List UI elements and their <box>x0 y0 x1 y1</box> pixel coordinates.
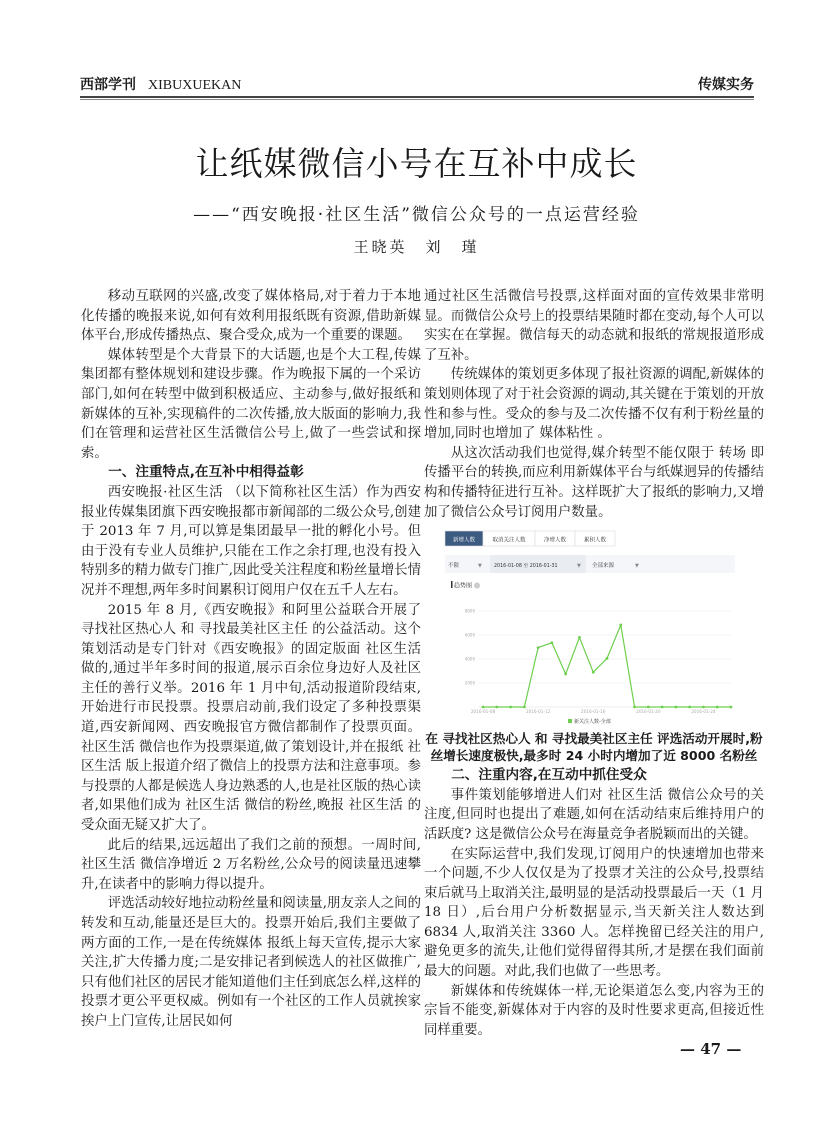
paragraph: 2015 年 8 月,《西安晚报》和阿里公益联合开展了 寻找社区热心人 和 寻找最美社区主任 的公益活动。这个策划活动是专门针对《西安晚报》的固定版面 社区生活 做的,通过半年多时间的报道,展示百余位身边好人及社区主任的善行义举。2016 年 1 月中旬,活动报道阶段结束,开始进行市民投票。投票启动前,我们设定了多种投票渠道,西安新闻网、西安晚报官方微信都制作了投票页面。 社区生活 微信也作为投票渠道,做了策划设计,并在报纸 社区生活 版上报道介绍了微信上的投票方法和注意事项。参与投票的人都是候选人身边熟悉的人,也是社区版的热心读者,如果他们成为 社区生活 微信的粉丝,晚报 社区生活 的受众面无疑又扩大了。 <box>81 602 421 834</box>
legend-swatch <box>568 719 572 723</box>
data-point <box>633 706 636 709</box>
y-tick-label: 6000 <box>464 632 475 638</box>
data-point <box>550 642 553 645</box>
paragraph: 西安晚报·社区生活 （以下简称社区生活）作为西安报业传媒集团旗下西安晚报都市新闻部的二级公众号,创建于 2013 年 7 月,可以算是集团最早一批的孵化小号。但由于没有专业人员维护,只能在工作之余打理,也没有投入特别多的精力做专门推广,因此受关注程度和粉丝量增长情况并不理想,两年多时间累积订阅用户仅在五千人左右。 <box>81 484 421 598</box>
data-point <box>606 657 609 660</box>
data-point <box>537 646 540 649</box>
chevron-down-icon[interactable]: ▼ <box>478 563 482 570</box>
right-column <box>424 287 764 1040</box>
series-line <box>483 625 731 707</box>
paragraph: 事件策划能够增进人们对 社区生活 微信公众号的关注度,但同时也提出了难题,如何在活动结束后维持用户的活跃度? 这是微信公众号在海量竞争者脱颖而出的关键。 <box>424 787 764 842</box>
x-tick-label: 2016-01-12 <box>525 709 551 715</box>
figure-follower-chart <box>424 528 764 726</box>
data-point <box>702 706 705 709</box>
journal-name <box>80 74 241 94</box>
line-chart <box>440 528 758 726</box>
y-tick-label: 2000 <box>464 680 475 686</box>
section-name: 传媒实务 <box>698 77 754 93</box>
chevron-down-icon[interactable]: ▼ <box>577 563 581 570</box>
title-marker <box>451 581 453 588</box>
header-rule <box>80 96 754 98</box>
data-point <box>674 706 677 709</box>
data-point <box>495 706 498 709</box>
x-tick-label: 2016-01-08 <box>470 709 496 715</box>
data-point <box>661 706 664 709</box>
y-tick-label: 8000 <box>464 608 475 614</box>
x-tick-label: 2016-01-24 <box>691 709 716 715</box>
chart-tab-label[interactable]: 取消关注人数 <box>492 537 526 544</box>
date-range-value[interactable]: 2016-01-08 至 2016-01-31 <box>494 564 558 570</box>
source-select[interactable]: 全部来源 <box>592 563 615 570</box>
x-tick-label: 2016-01-16 <box>581 709 606 715</box>
journal-name-cn: 西部学刊 <box>80 77 136 93</box>
data-point <box>730 706 733 709</box>
figure-caption: 在 寻找社区热心人 和 寻找最美社区主任 评选活动开展时,粉丝增长速度极快,最多时 24 小时内增加了近 8000 名粉丝 <box>425 731 763 764</box>
page-number: — 47 — <box>680 1040 742 1058</box>
period-select[interactable]: 不限 <box>448 563 460 570</box>
data-point <box>647 706 650 709</box>
chart-title: 趋势图 <box>454 582 473 590</box>
section-heading-1: 一、注重特点,在互补中相得益彰 <box>108 464 304 481</box>
filter-bar <box>445 555 735 573</box>
article-subtitle: ——“西安晚报·社区生活”微信公众号的一点运营经验 <box>193 205 640 225</box>
paragraph: 从这次活动我们也觉得,媒介转型不能仅限于 转场 即传播平台的转换,而应利用新媒体平台与纸媒迥异的传播结构和传播特征进行互补。这样既扩大了报纸的影响力,又增加了微信公众号订阅用户数量。 <box>424 445 764 520</box>
paragraph: 新媒体和传统媒体一样,无论渠道怎么变,内容为王的宗旨不能变,新媒体对于内容的及时性要求更高,但接近性同样重要。 <box>424 983 764 1038</box>
data-point <box>523 706 526 709</box>
article-title: 让纸媒微信小号在互补中成长 <box>195 144 638 183</box>
legend-label: 新关注人数-全部 <box>574 719 611 726</box>
data-point <box>619 624 622 627</box>
left-column <box>81 287 421 1032</box>
header-rule-thin <box>80 99 754 100</box>
chevron-down-icon[interactable]: ▼ <box>635 563 639 570</box>
y-tick-label: 4000 <box>464 656 475 662</box>
section-heading-2: 二、注重内容,在互动中抓住受众 <box>451 767 647 784</box>
running-header <box>80 74 754 96</box>
paragraph: 在实际运营中,我们发现,订阅用户的快速增加也带来一个问题,不少人仅仅是为了投票才关注的公众号,投票结束后就马上取消关注,最明显的是活动投票最后一天（1 月 18 日）,后台用户分析数据显示,当天新关注人数达到 6834 人,取消关注 3360 人。怎样挽留已经关注的用户,避免更多的流失,让他们觉得留得其所,才是摆在我们面前最大的问题。对此,我们也做了一些思考。 <box>424 846 764 980</box>
article-authors: 王晓英 刘 瑾 <box>353 238 480 256</box>
x-tick-label: 2016-01-20 <box>636 709 661 715</box>
data-point <box>592 671 595 674</box>
chart-tab-label[interactable]: 新增人数 <box>452 537 476 544</box>
chart-tab-label[interactable]: 净增人数 <box>543 537 567 544</box>
paragraph: 媒体转型是个大背景下的大话题,也是个大工程,传媒集团都有整体规划和建设步骤。作为晚报下属的一个采访部门,如何在转型中做到积极适应、主动参与,做好报纸和新媒体的互补,实现稿件的二次传播,放大版面的影响力,我们在管理和运营社区生活微信公号上,做了一些尝试和探索。 <box>81 347 421 461</box>
data-point <box>482 706 485 709</box>
data-point <box>509 706 512 709</box>
data-point <box>716 706 719 709</box>
paragraph: 移动互联网的兴盛,改变了媒体格局,对于着力于本地化传播的晚报来说,如何有效利用报纸既有资源,借助新媒体平台,形成传播热点、聚合受众,成为一个重要的课题。 <box>81 289 421 344</box>
data-point <box>688 706 691 709</box>
data-point <box>578 636 581 639</box>
paragraph: 传统媒体的策划更多体现了报社资源的调配,新媒体的策划则体现了对于社会资源的调动,其关键在于策划的开放性和参与性。受众的参与及二次传播不仅有利于粉丝量的增加,同时也增加了 媒体粘性 。 <box>424 367 764 442</box>
journal-name-en: XIBUXUEKAN <box>148 78 242 93</box>
paragraph: 此后的结果,远远超出了我们之前的预想。一周时间, 社区生活 微信净增近 2 万名粉丝,公众号的阅读量迅速攀升,在读者中的影响力得以提升。 <box>81 837 421 892</box>
paragraph: 评选活动较好地拉动粉丝量和阅读量,朋友亲人之间的转发和互动,能量还是巨大的。投票开始后,我们主要做了两方面的工作,一是在传统媒体 报纸上每天宣传,提示大家关注,扩大传播力度;二是安排记者到候选人的社区做推广,只有他们社区的居民才能知道他们主任到底怎么样,这样的投票才更公平更权威。例如有一个社区的工作人员就挨家挨户上门宣传,让居民如何 <box>81 896 421 1029</box>
paragraph: 通过社区生活微信号投票,这样面对面的宣传效果非常明显。而微信公众号上的投票结果随时都在变动,每个人可以实实在在掌握。微信每天的动态就和报纸的常规报道形成了互补。 <box>424 289 764 363</box>
chart-tab-label[interactable]: 累积人数 <box>583 537 607 544</box>
data-point <box>564 673 567 676</box>
help-icon[interactable] <box>474 583 480 589</box>
